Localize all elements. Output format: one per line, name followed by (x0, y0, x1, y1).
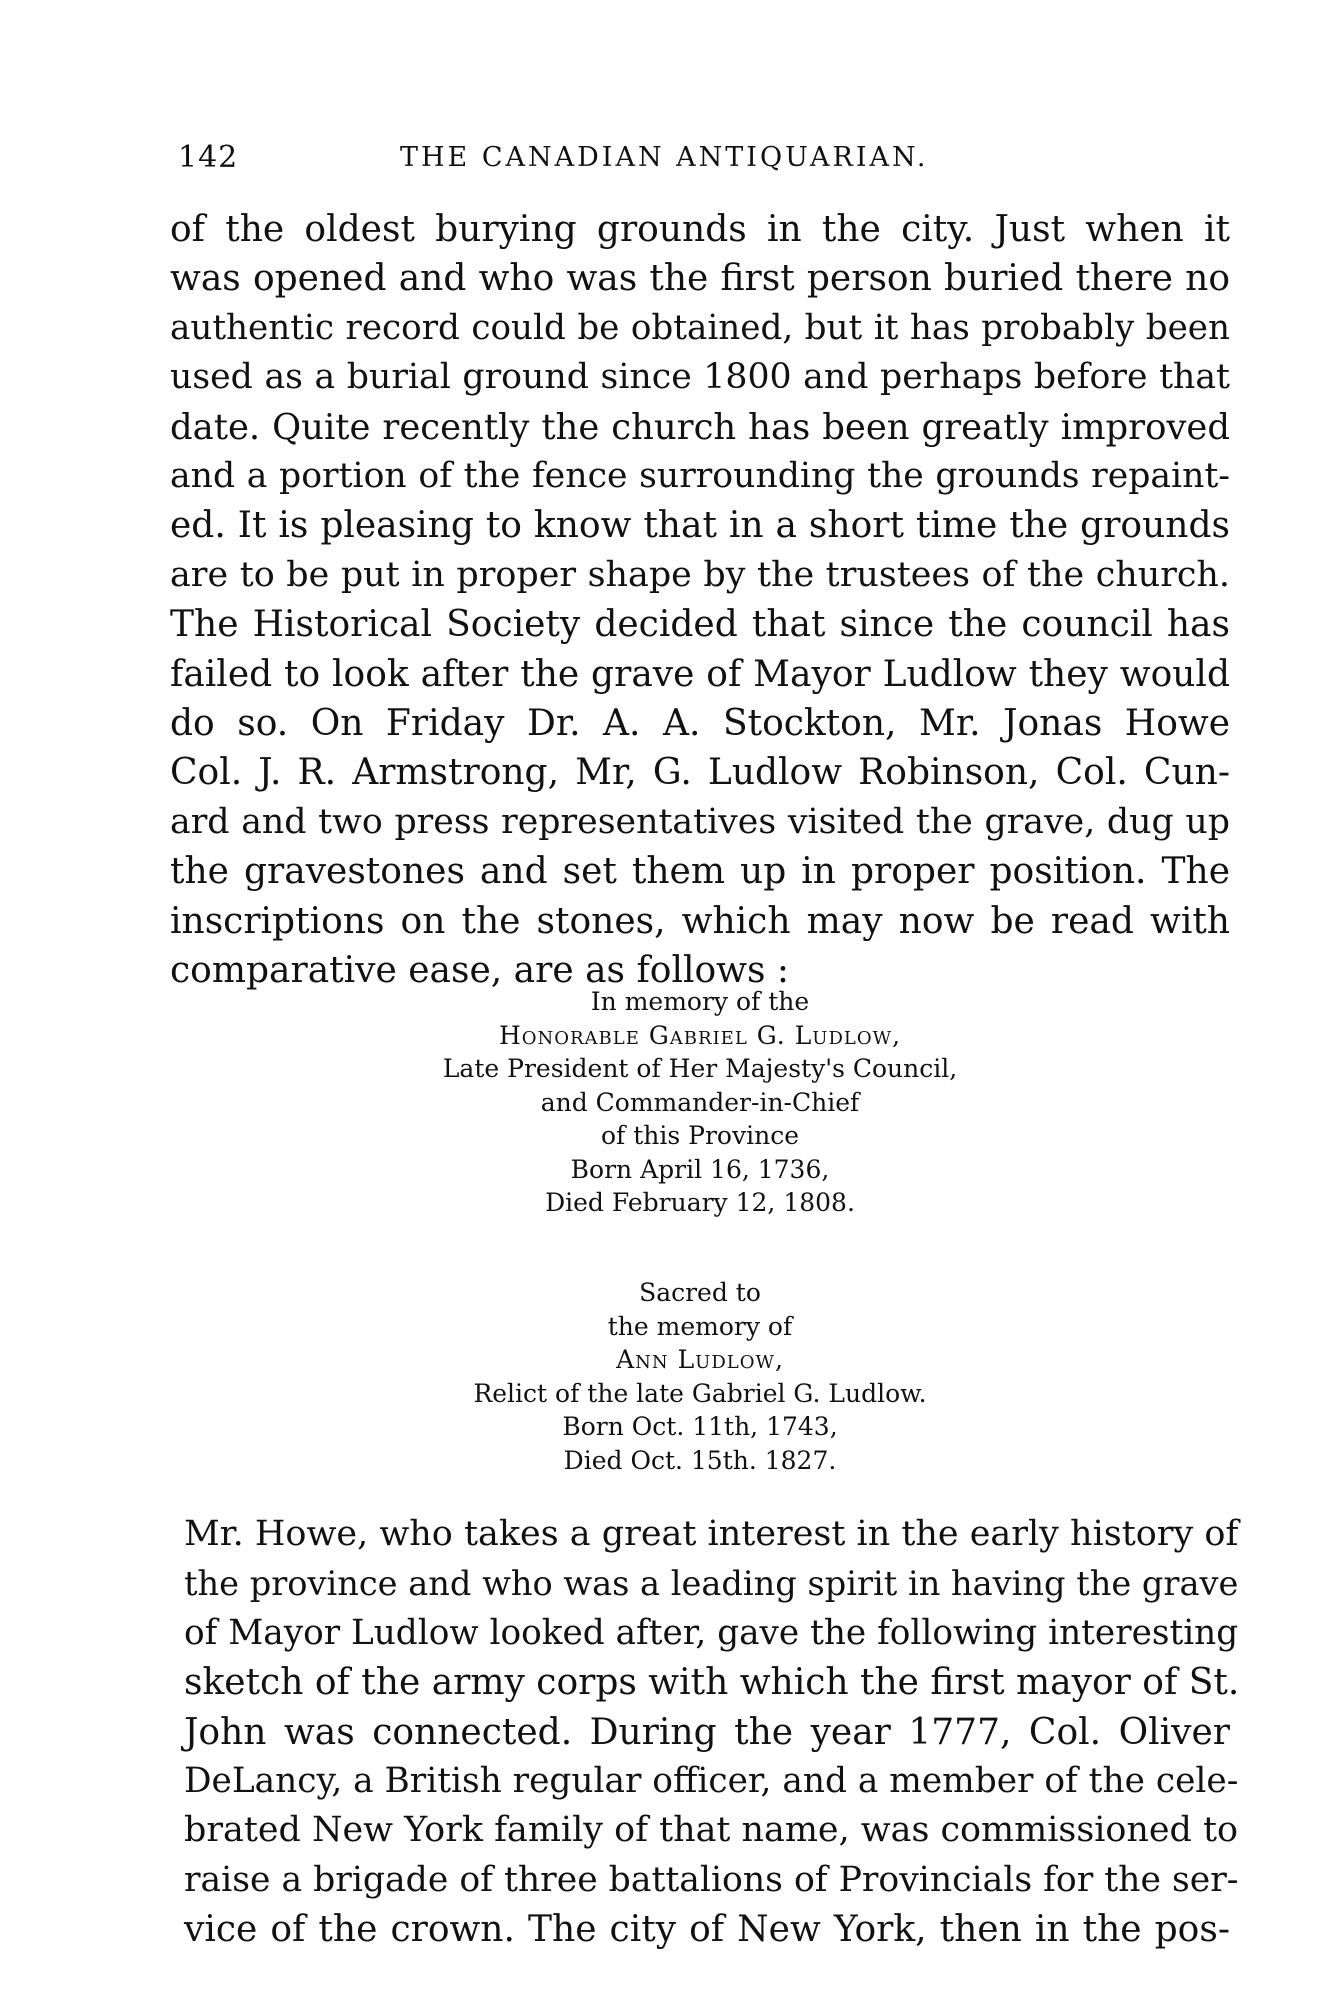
text-line: used as a burial ground since 1800 and perhaps before that (170, 357, 1230, 398)
journal-title: THE CANADIAN ANTIQUARIAN. (400, 142, 929, 173)
text-line: The Historical Society decided that since the council has (170, 604, 1230, 646)
text-line: sketch of the army corps with which the first mayor of St. (184, 1662, 1240, 1704)
inscription-line: Honorable Gabriel G. Ludlow, (498, 1020, 902, 1050)
inscription-line: Born April 16, 1736, (570, 1154, 830, 1184)
text-line: do so. On Friday Dr. A. A. Stockton, Mr. Jonas Howe (170, 703, 1230, 745)
text-line: the province and who was a leading spirit in having the grave (184, 1564, 1239, 1604)
running-head (170, 140, 1230, 190)
text-line: was opened and who was the first person buried there no (170, 258, 1230, 300)
inscription-line: and Commander-in-Chief (540, 1087, 860, 1117)
inscription-line: Born Oct. 11th, 1743, (562, 1412, 838, 1441)
text-line: raise a brigade of three battalions of Provincials for the ser- (184, 1859, 1239, 1900)
text-line: are to be put in proper shape by the trustees of the church. (170, 554, 1230, 595)
text-line: inscriptions on the stones, which may now be read with (170, 900, 1230, 942)
text-line: the gravestones and set them up in proper position. The (170, 851, 1230, 893)
text-line: vice of the crown. The city of New York, then in the pos- (184, 1909, 1230, 1951)
inscription-line: Died Oct. 15th. 1827. (563, 1445, 837, 1475)
inscription-line: of this Province (600, 1121, 799, 1150)
text-line: ed. It is pleasing to know that in a short time the grounds (170, 505, 1230, 547)
inscription-line: the memory of (607, 1311, 793, 1341)
inscription-line: In memory of the (590, 987, 810, 1016)
text-line: of Mayor Ludlow looked after, gave the following interesting (184, 1612, 1239, 1653)
inscription-line: Died February 12, 1808. (545, 1188, 855, 1217)
inscription-ann-ludlow (170, 1276, 1230, 1477)
inscription-line: Ann Ludlow, (616, 1345, 784, 1374)
text-line: ard and two press representatives visited the grave, dug up (170, 801, 1230, 842)
text-line: of the oldest burying grounds in the city. Just when it (170, 209, 1230, 250)
inscription-line: Relict of the late Gabriel G. Ludlow. (473, 1378, 927, 1408)
paragraph-howe-sketch (170, 1510, 1240, 1955)
page-number: 142 (178, 140, 239, 175)
text-line: authentic record could be obtained, but it has probably been (170, 307, 1230, 348)
text-line: Col. J. R. Armstrong, Mr, G. Ludlow Robinson, Col. Cun- (170, 752, 1230, 794)
text-line: and a portion of the fence surrounding the grounds repaint- (170, 456, 1230, 497)
text-line: DeLancy, a British regular officer, and a member of the cele- (184, 1761, 1239, 1802)
text-line: Mr. Howe, who takes a great interest in the early history of (184, 1514, 1239, 1554)
paragraph-burying-grounds (170, 205, 1230, 996)
text-line: John was connected. During the year 1777, Col. Oliver (184, 1711, 1230, 1753)
text-line: date. Quite recently the church has been greatly improved (170, 406, 1230, 448)
text-line: comparative ease, are as follows : (170, 950, 790, 992)
text-line: brated New York family of that name, was commissioned to (184, 1810, 1239, 1851)
inscription-line: Late President of Her Majesty's Council, (442, 1054, 958, 1083)
inscription-line: Sacred to (639, 1278, 761, 1307)
inscription-gabriel-ludlow (170, 985, 1230, 1220)
text-line: failed to look after the grave of Mayor Ludlow they would (170, 653, 1230, 695)
